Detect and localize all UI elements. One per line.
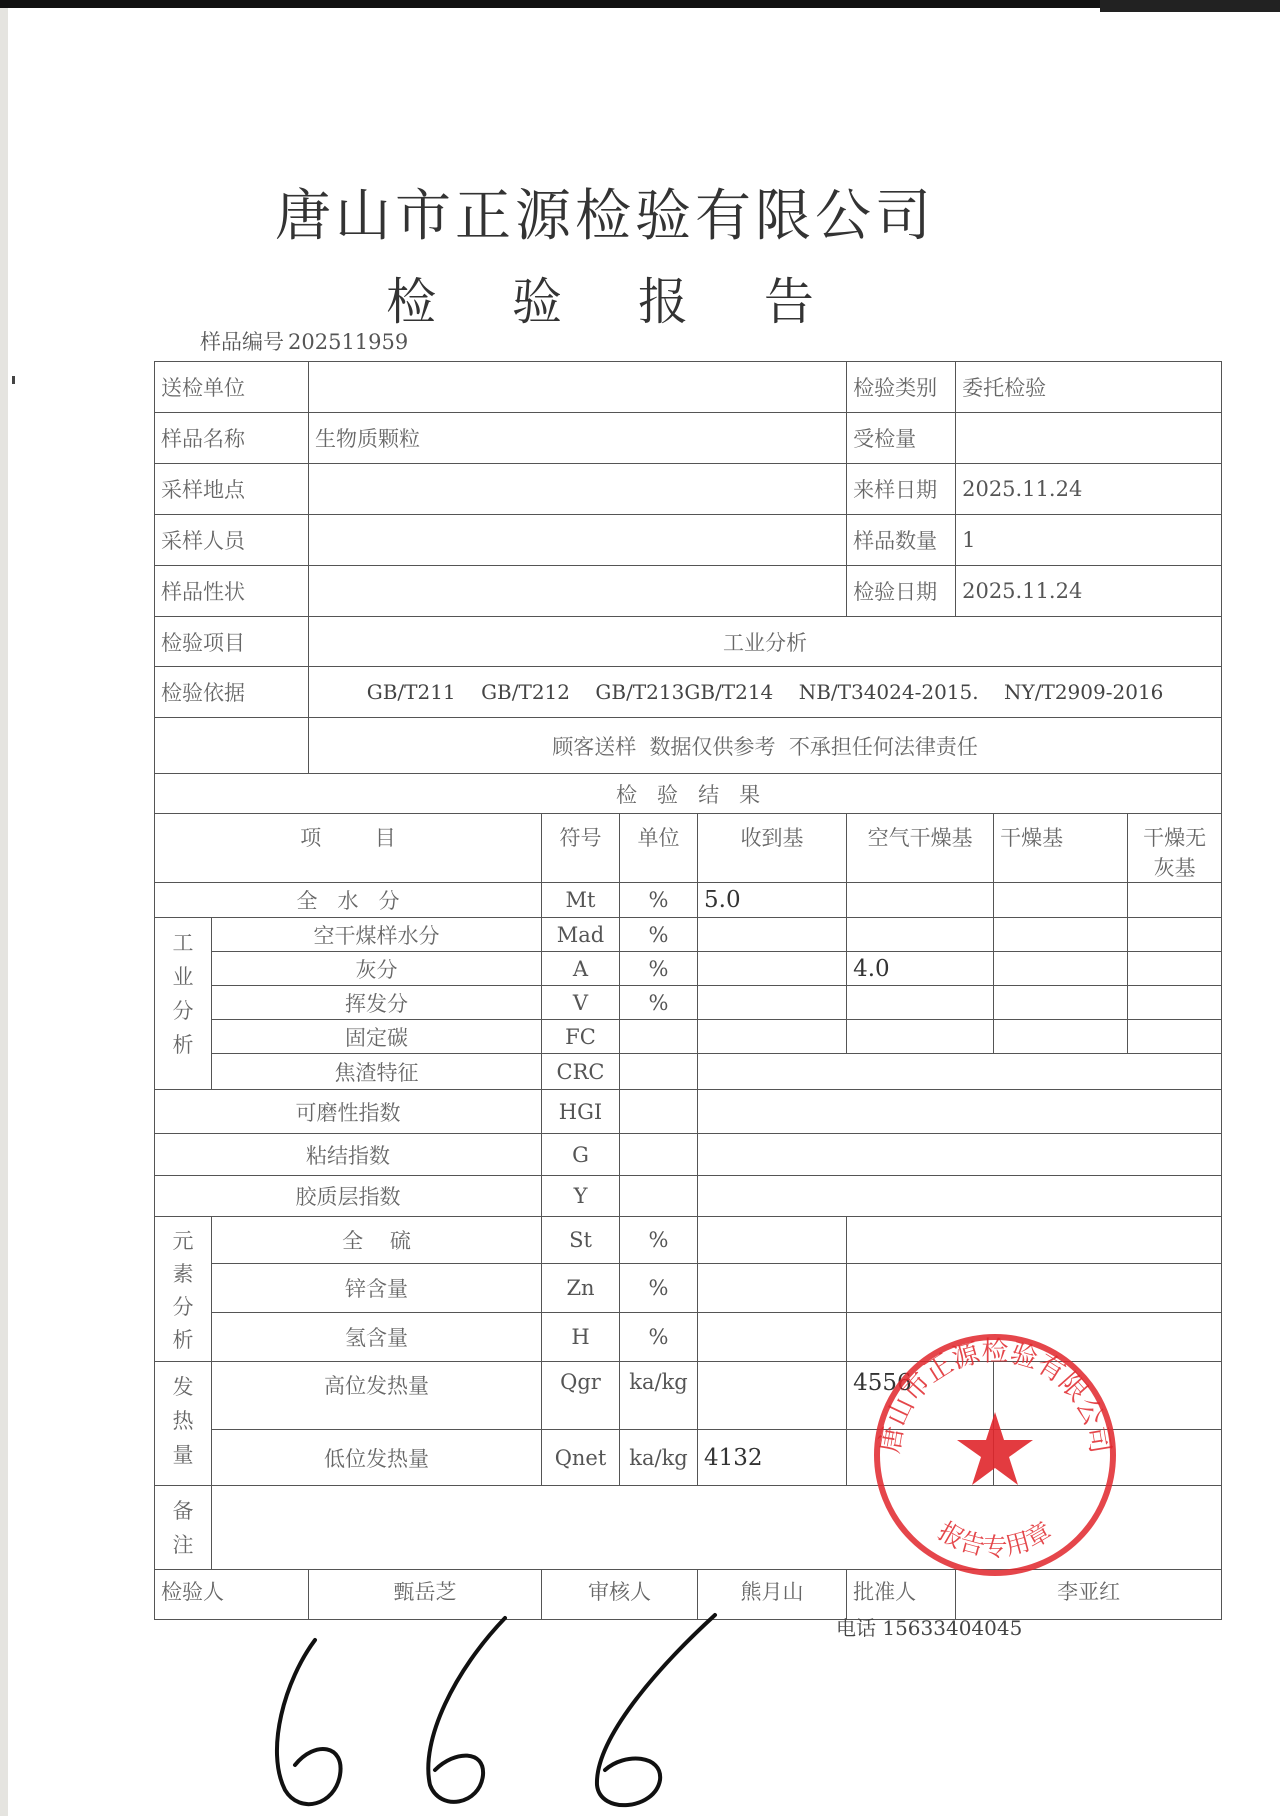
remark-label-cell [155, 1486, 212, 1570]
seal-bottom-path-text: 报告专用章 [933, 1516, 1057, 1562]
reviewer-label: 审核人 [542, 1570, 698, 1620]
category-value: 委托检验 [956, 362, 1222, 413]
count-label: 样品数量 [847, 515, 956, 566]
row-dry [994, 986, 1128, 1020]
row-unit: % [620, 986, 698, 1020]
group-elemental-label: 元素分析 [172, 1229, 194, 1352]
row-unit: % [620, 1263, 698, 1312]
row-rest [847, 1217, 1222, 1264]
result-row-fixed-carbon [155, 1020, 1222, 1054]
arrival-date-value: 2025.11.24 [956, 464, 1222, 515]
row-symbol: V [542, 986, 620, 1020]
phone-line [836, 1612, 1022, 1641]
item-value: 工业分析 [309, 617, 1222, 667]
company-name: 唐山市正源检验有限公司 [275, 184, 935, 249]
row-air-dry: 4.0 [847, 952, 994, 986]
row-symbol: A [542, 952, 620, 986]
row-value-span [698, 1134, 1222, 1176]
property-value [309, 566, 847, 617]
row-air-dry [847, 986, 994, 1020]
row-received [698, 1217, 847, 1264]
row-air-dry: 4556 [847, 1362, 994, 1430]
group-elemental [155, 1217, 212, 1362]
sample-number-label: 样品编号 [200, 330, 284, 354]
remark-label: 备注 [172, 1499, 194, 1557]
col-header-air-dry: 空气干燥基 [847, 814, 994, 883]
col-header-received: 收到基 [698, 814, 847, 883]
row-unit: % [620, 918, 698, 952]
handwritten-six-2 [428, 1618, 505, 1802]
submitter-label: 送检单位 [155, 362, 309, 413]
row-daf [1128, 986, 1222, 1020]
results-title: 检 验 结 果 [155, 774, 1222, 814]
approver-label: 批准人 [847, 1570, 956, 1620]
row-daf [1128, 952, 1222, 986]
info-row-basis [155, 667, 1222, 718]
info-row-sample-name [155, 413, 1222, 464]
group-heat [155, 1362, 212, 1486]
page-top-edge [0, 0, 1280, 8]
seal-bottom-text [933, 1516, 1056, 1561]
row-value-span [698, 1176, 1222, 1217]
location-label: 采样地点 [155, 464, 309, 515]
row-received [698, 1362, 847, 1430]
company-seal [870, 1330, 1120, 1580]
handwritten-six-1 [277, 1640, 341, 1804]
result-row-ash [155, 952, 1222, 986]
row-received: 5.0 [698, 883, 847, 918]
sampler-label: 采样人员 [155, 515, 309, 566]
basis-value: GB/T211 GB/T212 GB/T213GB/T214 NB/T34024-2015. NY/T2909-2016 [309, 667, 1222, 718]
row-received [698, 1263, 847, 1312]
result-row-y [155, 1176, 1222, 1217]
category-label: 检验类别 [847, 362, 956, 413]
row-received [698, 952, 847, 986]
phone-number: 15633404045 [882, 1616, 1023, 1640]
inspector-name: 甄岳芝 [309, 1570, 542, 1620]
info-row-location [155, 464, 1222, 515]
row-symbol: St [542, 1217, 620, 1264]
row-name: 胶质层指数 [155, 1176, 542, 1217]
info-row-item [155, 617, 1222, 667]
row-daf [1128, 883, 1222, 918]
row-unit [620, 1054, 698, 1090]
sample-name-value: 生物质颗粒 [309, 413, 847, 464]
report-title: 检 验 报 告 [386, 273, 844, 331]
result-row-mt [155, 883, 1222, 918]
row-symbol: Mad [542, 918, 620, 952]
row-unit [620, 1020, 698, 1054]
row-dry [994, 883, 1128, 918]
info-row-submitter [155, 362, 1222, 413]
row-name: 固定碳 [212, 1020, 542, 1054]
arrival-date-label: 来样日期 [847, 464, 956, 515]
result-row-mad [155, 918, 1222, 952]
sampler-value [309, 515, 847, 566]
submitter-value [309, 362, 847, 413]
row-dry [994, 1020, 1128, 1054]
row-received [698, 986, 847, 1020]
result-row-zn [155, 1263, 1222, 1312]
row-daf [1128, 1020, 1222, 1054]
row-symbol: Zn [542, 1263, 620, 1312]
page-top-edge-dark [1100, 0, 1280, 12]
row-unit [620, 1176, 698, 1217]
col-header-dry-ash-free: 干燥无灰基 [1128, 814, 1222, 883]
col-header-symbol: 符号 [542, 814, 620, 883]
result-row-g [155, 1134, 1222, 1176]
sample-name-label: 样品名称 [155, 413, 309, 464]
row-name: 空干煤样水分 [212, 918, 542, 952]
row-received [698, 1020, 847, 1054]
quantity-label: 受检量 [847, 413, 956, 464]
row-dry [994, 952, 1128, 986]
disclaimer-text: 顾客送样 数据仅供参考 不承担任何法律责任 [309, 718, 1222, 774]
row-received [698, 918, 847, 952]
approver-name: 李亚红 [956, 1570, 1222, 1620]
row-received: 4132 [698, 1430, 847, 1486]
results-title-row [155, 774, 1222, 814]
group-industrial-label: 工业分析 [172, 931, 194, 1057]
group-industrial [155, 918, 212, 1090]
row-name: 全 硫 [212, 1217, 542, 1264]
row-name: 粘结指数 [155, 1134, 542, 1176]
location-value [309, 464, 847, 515]
row-unit: % [620, 1217, 698, 1264]
row-rest [847, 1263, 1222, 1312]
sample-number-value: 202511959 [288, 330, 409, 354]
margin-speck [12, 376, 15, 384]
row-received [698, 1312, 847, 1361]
item-label: 检验项目 [155, 617, 309, 667]
row-symbol: Mt [542, 883, 620, 918]
row-name: 全 水 分 [155, 883, 542, 918]
row-name: 灰分 [212, 952, 542, 986]
col-header-item: 项 目 [155, 814, 542, 883]
row-value-span [698, 1054, 1222, 1090]
row-name: 可磨性指数 [155, 1090, 542, 1134]
basis-label: 检验依据 [155, 667, 309, 718]
reviewer-name: 熊月山 [698, 1570, 847, 1620]
row-unit: ka/kg [620, 1362, 698, 1430]
row-symbol: Qgr [542, 1362, 620, 1430]
row-value-span [698, 1090, 1222, 1134]
results-header-row [155, 814, 1222, 883]
inspector-label: 检验人 [155, 1570, 309, 1620]
result-row-hgi [155, 1090, 1222, 1134]
property-label: 样品性状 [155, 566, 309, 617]
row-name: 低位发热量 [212, 1430, 542, 1486]
quantity-value [956, 413, 1222, 464]
row-air-dry [847, 883, 994, 918]
sample-number [196, 326, 408, 356]
row-name: 氢含量 [212, 1312, 542, 1361]
info-row-property [155, 566, 1222, 617]
row-symbol: Qnet [542, 1430, 620, 1486]
row-daf [1128, 918, 1222, 952]
group-heat-label: 发热量 [172, 1375, 194, 1467]
info-row-sampler [155, 515, 1222, 566]
row-dry [994, 918, 1128, 952]
test-date-label: 检验日期 [847, 566, 956, 617]
row-air-dry [847, 1020, 994, 1054]
row-unit [620, 1090, 698, 1134]
row-name: 高位发热量 [212, 1362, 542, 1430]
row-name: 挥发分 [212, 986, 542, 1020]
row-unit: % [620, 952, 698, 986]
result-row-volatile [155, 986, 1222, 1020]
row-symbol: HGI [542, 1090, 620, 1134]
row-name: 锌含量 [212, 1263, 542, 1312]
row-symbol: Y [542, 1176, 620, 1217]
row-symbol: CRC [542, 1054, 620, 1090]
row-symbol: H [542, 1312, 620, 1361]
row-symbol: G [542, 1134, 620, 1176]
row-unit: ka/kg [620, 1430, 698, 1486]
result-row-st [155, 1217, 1222, 1264]
col-header-dry: 干燥基 [994, 814, 1128, 883]
seal-star-icon [957, 1412, 1033, 1485]
handwritten-six-3 [597, 1615, 715, 1805]
info-row-disclaimer [155, 718, 1222, 774]
row-unit [620, 1134, 698, 1176]
phone-label: 电话 [836, 1616, 876, 1640]
col-header-unit: 单位 [620, 814, 698, 883]
row-name: 焦渣特征 [212, 1054, 542, 1090]
seal-arc-path-text: 唐山市正源检验有限公司 [874, 1336, 1116, 1456]
row-symbol: FC [542, 1020, 620, 1054]
row-air-dry [847, 918, 994, 952]
row-unit: % [620, 883, 698, 918]
row-unit: % [620, 1312, 698, 1361]
handwritten-666 [255, 1590, 735, 1816]
result-row-crc [155, 1054, 1222, 1090]
count-value: 1 [956, 515, 1222, 566]
test-date-value: 2025.11.24 [956, 566, 1222, 617]
disclaimer-blank [155, 718, 309, 774]
